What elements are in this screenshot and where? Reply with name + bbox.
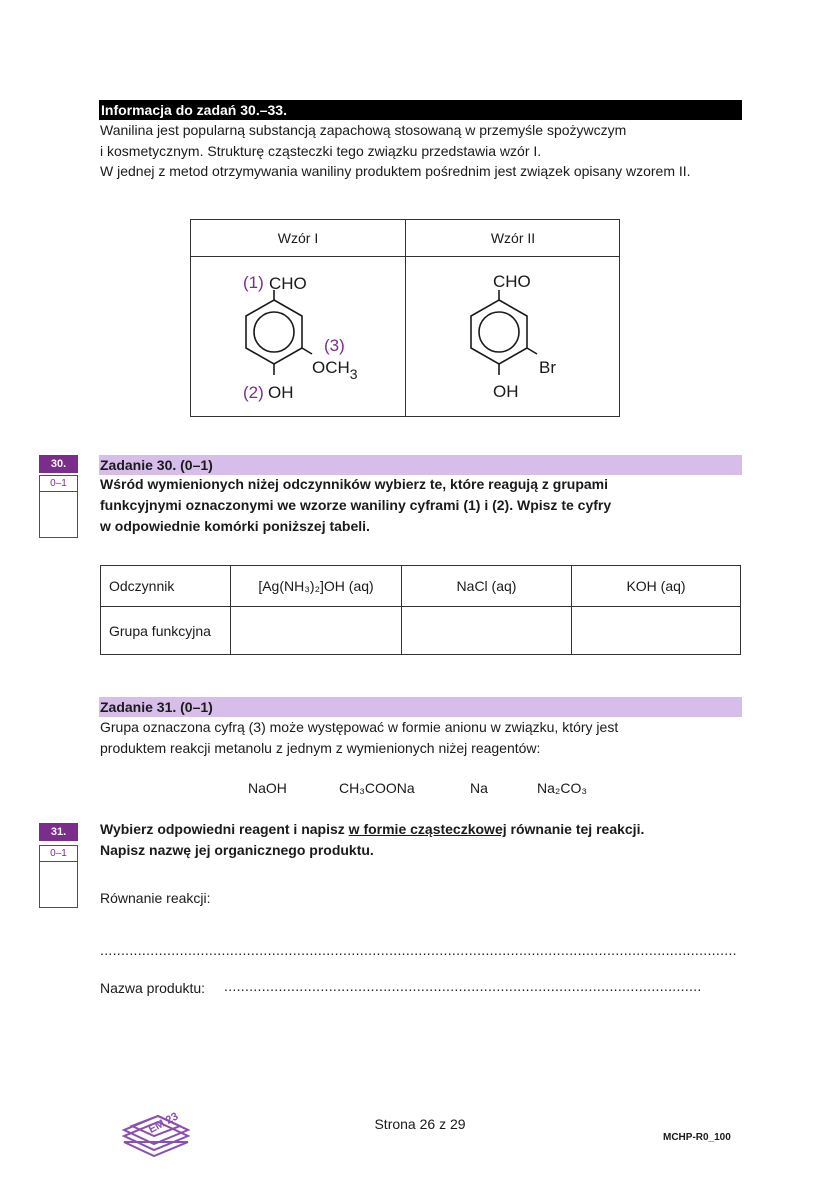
underlined-phrase: w formie cząsteczkowej [348,821,507,837]
group-br: Br [539,358,556,377]
task-30-score-box[interactable] [39,492,78,538]
product-label: Nazwa produktu: [100,980,206,996]
structural-formulas [191,220,621,418]
task-31-number: 31. [39,823,78,841]
task-30-line-1: Wśród wymienionych niżej odczynników wybierz te, które reagują z grupami [100,476,608,492]
reagent-ch3coona: CH₃COONa [339,780,415,796]
formula-2-header: Wzór II [490,230,536,246]
answer-cell-3[interactable] [572,607,741,655]
formula-table [190,219,620,417]
em-logo [118,1106,194,1160]
table-row-label-reagent: Odczynnik [101,566,231,607]
exam-code: MCHP-R0_100 [663,1132,731,1143]
info-line-2: i kosmetycznym. Strukturę cząsteczki tego związku przedstawia wzór I. [100,143,542,159]
task-30-header: Zadanie 30. (0–1) [99,455,742,475]
reagent-naoh: NaOH [248,780,287,796]
task-30-line-2: funkcyjnymi oznaczonymi we wzorze waniliny cyframi (1) i (2). Wpisz te cyfry [100,497,612,513]
group-cho-2: CHO [493,272,531,291]
group-oh-2: OH [493,382,519,401]
table-row-label-group: Grupa funkcyjna [101,607,231,655]
reagent-nacl: NaCl (aq) [402,566,572,607]
bromo-structure [471,290,537,375]
page-number: Strona 26 z 29 [374,1116,466,1132]
label-1: (1) [243,273,264,292]
reagent-na: Na [470,780,488,796]
task-31-points: 0–1 [39,845,78,862]
task-30-number: 30. [39,455,78,473]
task-31-score-box[interactable] [39,862,78,908]
task-31-header: Zadanie 31. (0–1) [99,697,742,717]
logo-text: EM 23 [146,1110,181,1136]
reagent-tollens: [Ag(NH₃)₂]OH (aq) [231,566,402,607]
reagent-na2co3: Na₂CO₃ [537,780,588,796]
group-och3: $OCH_3$ [312,358,358,382]
info-line-3: W jednej z metod otrzymywania waniliny produktem pośrednim jest związek opisany wzorem II. [100,163,691,179]
answer-cell-1[interactable] [231,607,402,655]
task-30-table [100,565,741,655]
task-31-line-1: Grupa oznaczona cyfrą (3) może występować w formie anionu w związku, który jest [100,719,619,735]
info-header: Informacja do zadań 30.–33. [99,100,742,120]
task-30-line-3: w odpowiednie komórki poniższej tabeli. [100,518,370,534]
answer-cell-2[interactable] [402,607,572,655]
equation-answer-line[interactable]: ........................................................................................................................................................ [100,942,737,958]
task-30-points: 0–1 [39,475,78,492]
product-answer-line[interactable]: .................................................................................................................. [224,978,702,994]
vanillin-structure [246,290,312,375]
task-31-line-2: produktem reakcji metanolu z jednym z wymienionych niżej reagentów: [100,740,541,756]
reagent-koh: KOH (aq) [572,566,741,607]
equation-label: Równanie reakcji: [100,890,211,906]
task-31-instruction-2: Napisz nazwę jej organicznego produktu. [100,842,374,858]
label-3: (3) [324,336,345,355]
label-2: (2) [243,383,264,402]
group-oh-1: OH [268,383,294,402]
group-cho-1: CHO [269,274,307,293]
formula-1-header: Wzór I [277,230,319,246]
task-31-instruction-1: Wybierz odpowiedni reagent i napisz w formie cząsteczkowej równanie tej reakcji. [100,821,645,837]
info-line-1: Wanilina jest popularną substancją zapachową stosowaną w przemyśle spożywczym [100,122,627,138]
